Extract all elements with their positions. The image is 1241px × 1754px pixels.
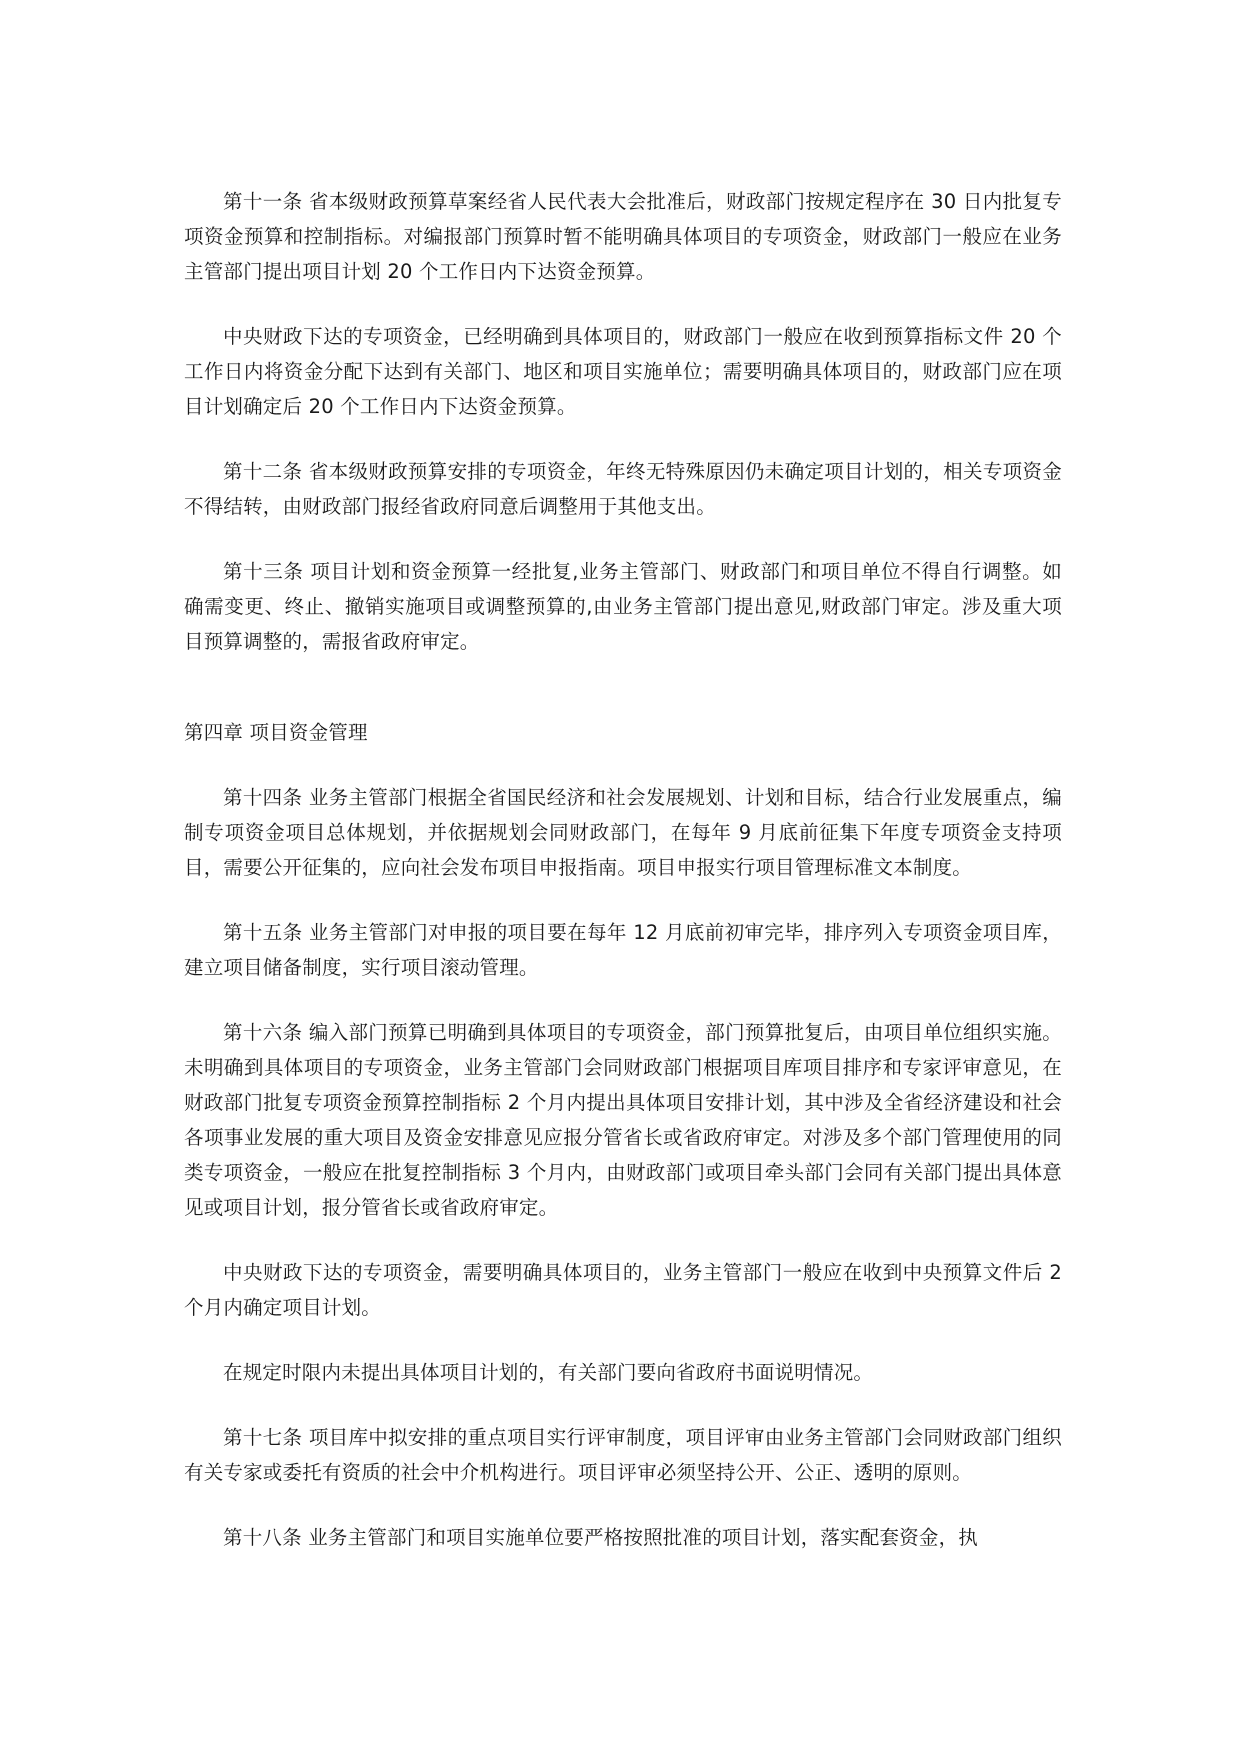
paragraph-spacer bbox=[184, 885, 1062, 915]
paragraph-spacer bbox=[184, 289, 1062, 319]
central-project-paragraph: 中央财政下达的专项资金，需要明确具体项目的，业务主管部门一般应在收到中央预算文件后 2 个月内确定项目计划。 bbox=[184, 1261, 1062, 1319]
paragraph-spacer bbox=[184, 1490, 1062, 1520]
central-funds-paragraph: 中央财政下达的专项资金，已经明确到具体项目的，财政部门一般应在收到预算指标文件 20 个工作日内将资金分配下达到有关部门、地区和项目实施单位；需要明确具体项目的，财政部门应在项目计划确定后 20 个工作日内下达资金预算。 bbox=[184, 325, 1062, 418]
paragraph-spacer bbox=[184, 985, 1062, 1015]
article-15-paragraph: 第十五条 业务主管部门对申报的项目要在每年 12 月底前初审完毕，排序列入专项资金项目库，建立项目储备制度，实行项目滚动管理。 bbox=[184, 921, 1062, 979]
chapter-title: 第四章 项目资金管理 bbox=[184, 721, 368, 744]
section-spacer bbox=[184, 659, 1062, 715]
article-16-paragraph: 第十六条 编入部门预算已明确到具体项目的专项资金，部门预算批复后，由项目单位组织实施。未明确到具体项目的专项资金，业务主管部门会同财政部门根据项目库项目排序和专家评审意见，在财政部门批复专项资金预算控制指标 2 个月内提出具体项目安排计划，其中涉及全省经济建设和社会各项事业发展的重大项目及资金安排意见应报分管省长或省政府审定。对涉及多个部门管理使用的同类专项资金，一般应在批复控制指标 3 个月内，由财政部门或项目牵头部门会同有关部门提出具体意见或项目计划，报分管省长或省政府审定。 bbox=[184, 1021, 1062, 1219]
deadline-paragraph: 在规定时限内未提出具体项目计划的，有关部门要向省政府书面说明情况。 bbox=[223, 1361, 874, 1384]
article-13-paragraph: 第十三条 项目计划和资金预算一经批复,业务主管部门、财政部门和项目单位不得自行调整。如确需变更、终止、撤销实施项目或调整预算的,由业务主管部门提出意见,财政部门审定。涉及重大项目预算调整的，需报省政府审定。 bbox=[184, 560, 1062, 653]
article-11-paragraph: 第十一条 省本级财政预算草案经省人民代表大会批准后，财政部门按规定程序在 30 日内批复专项资金预算和控制指标。对编报部门预算时暂不能明确具体项目的专项资金，财政部门一般应在业务主管部门提出项目计划 20 个工作日内下达资金预算。 bbox=[184, 190, 1062, 283]
article-14-paragraph: 第十四条 业务主管部门根据全省国民经济和社会发展规划、计划和目标，结合行业发展重点，编制专项资金项目总体规划，并依据规划会同财政部门，在每年 9 月底前征集下年度专项资金支持项目，需要公开征集的，应向社会发布项目申报指南。项目申报实行项目管理标准文本制度。 bbox=[184, 786, 1062, 879]
document-body bbox=[184, 184, 1062, 1555]
paragraph-spacer bbox=[184, 1325, 1062, 1355]
article-18-paragraph: 第十八条 业务主管部门和项目实施单位要严格按照批准的项目计划，落实配套资金，执 bbox=[223, 1526, 978, 1549]
article-12-paragraph: 第十二条 省本级财政预算安排的专项资金，年终无特殊原因仍未确定项目计划的，相关专项资金不得结转，由财政部门报经省政府同意后调整用于其他支出。 bbox=[184, 460, 1062, 518]
paragraph-spacer bbox=[184, 1390, 1062, 1420]
paragraph-spacer bbox=[184, 750, 1062, 780]
paragraph-spacer bbox=[184, 524, 1062, 554]
paragraph-spacer bbox=[184, 1225, 1062, 1255]
paragraph-spacer bbox=[184, 424, 1062, 454]
article-17-paragraph: 第十七条 项目库中拟安排的重点项目实行评审制度，项目评审由业务主管部门会同财政部门组织有关专家或委托有资质的社会中介机构进行。项目评审必须坚持公开、公正、透明的原则。 bbox=[184, 1426, 1062, 1484]
